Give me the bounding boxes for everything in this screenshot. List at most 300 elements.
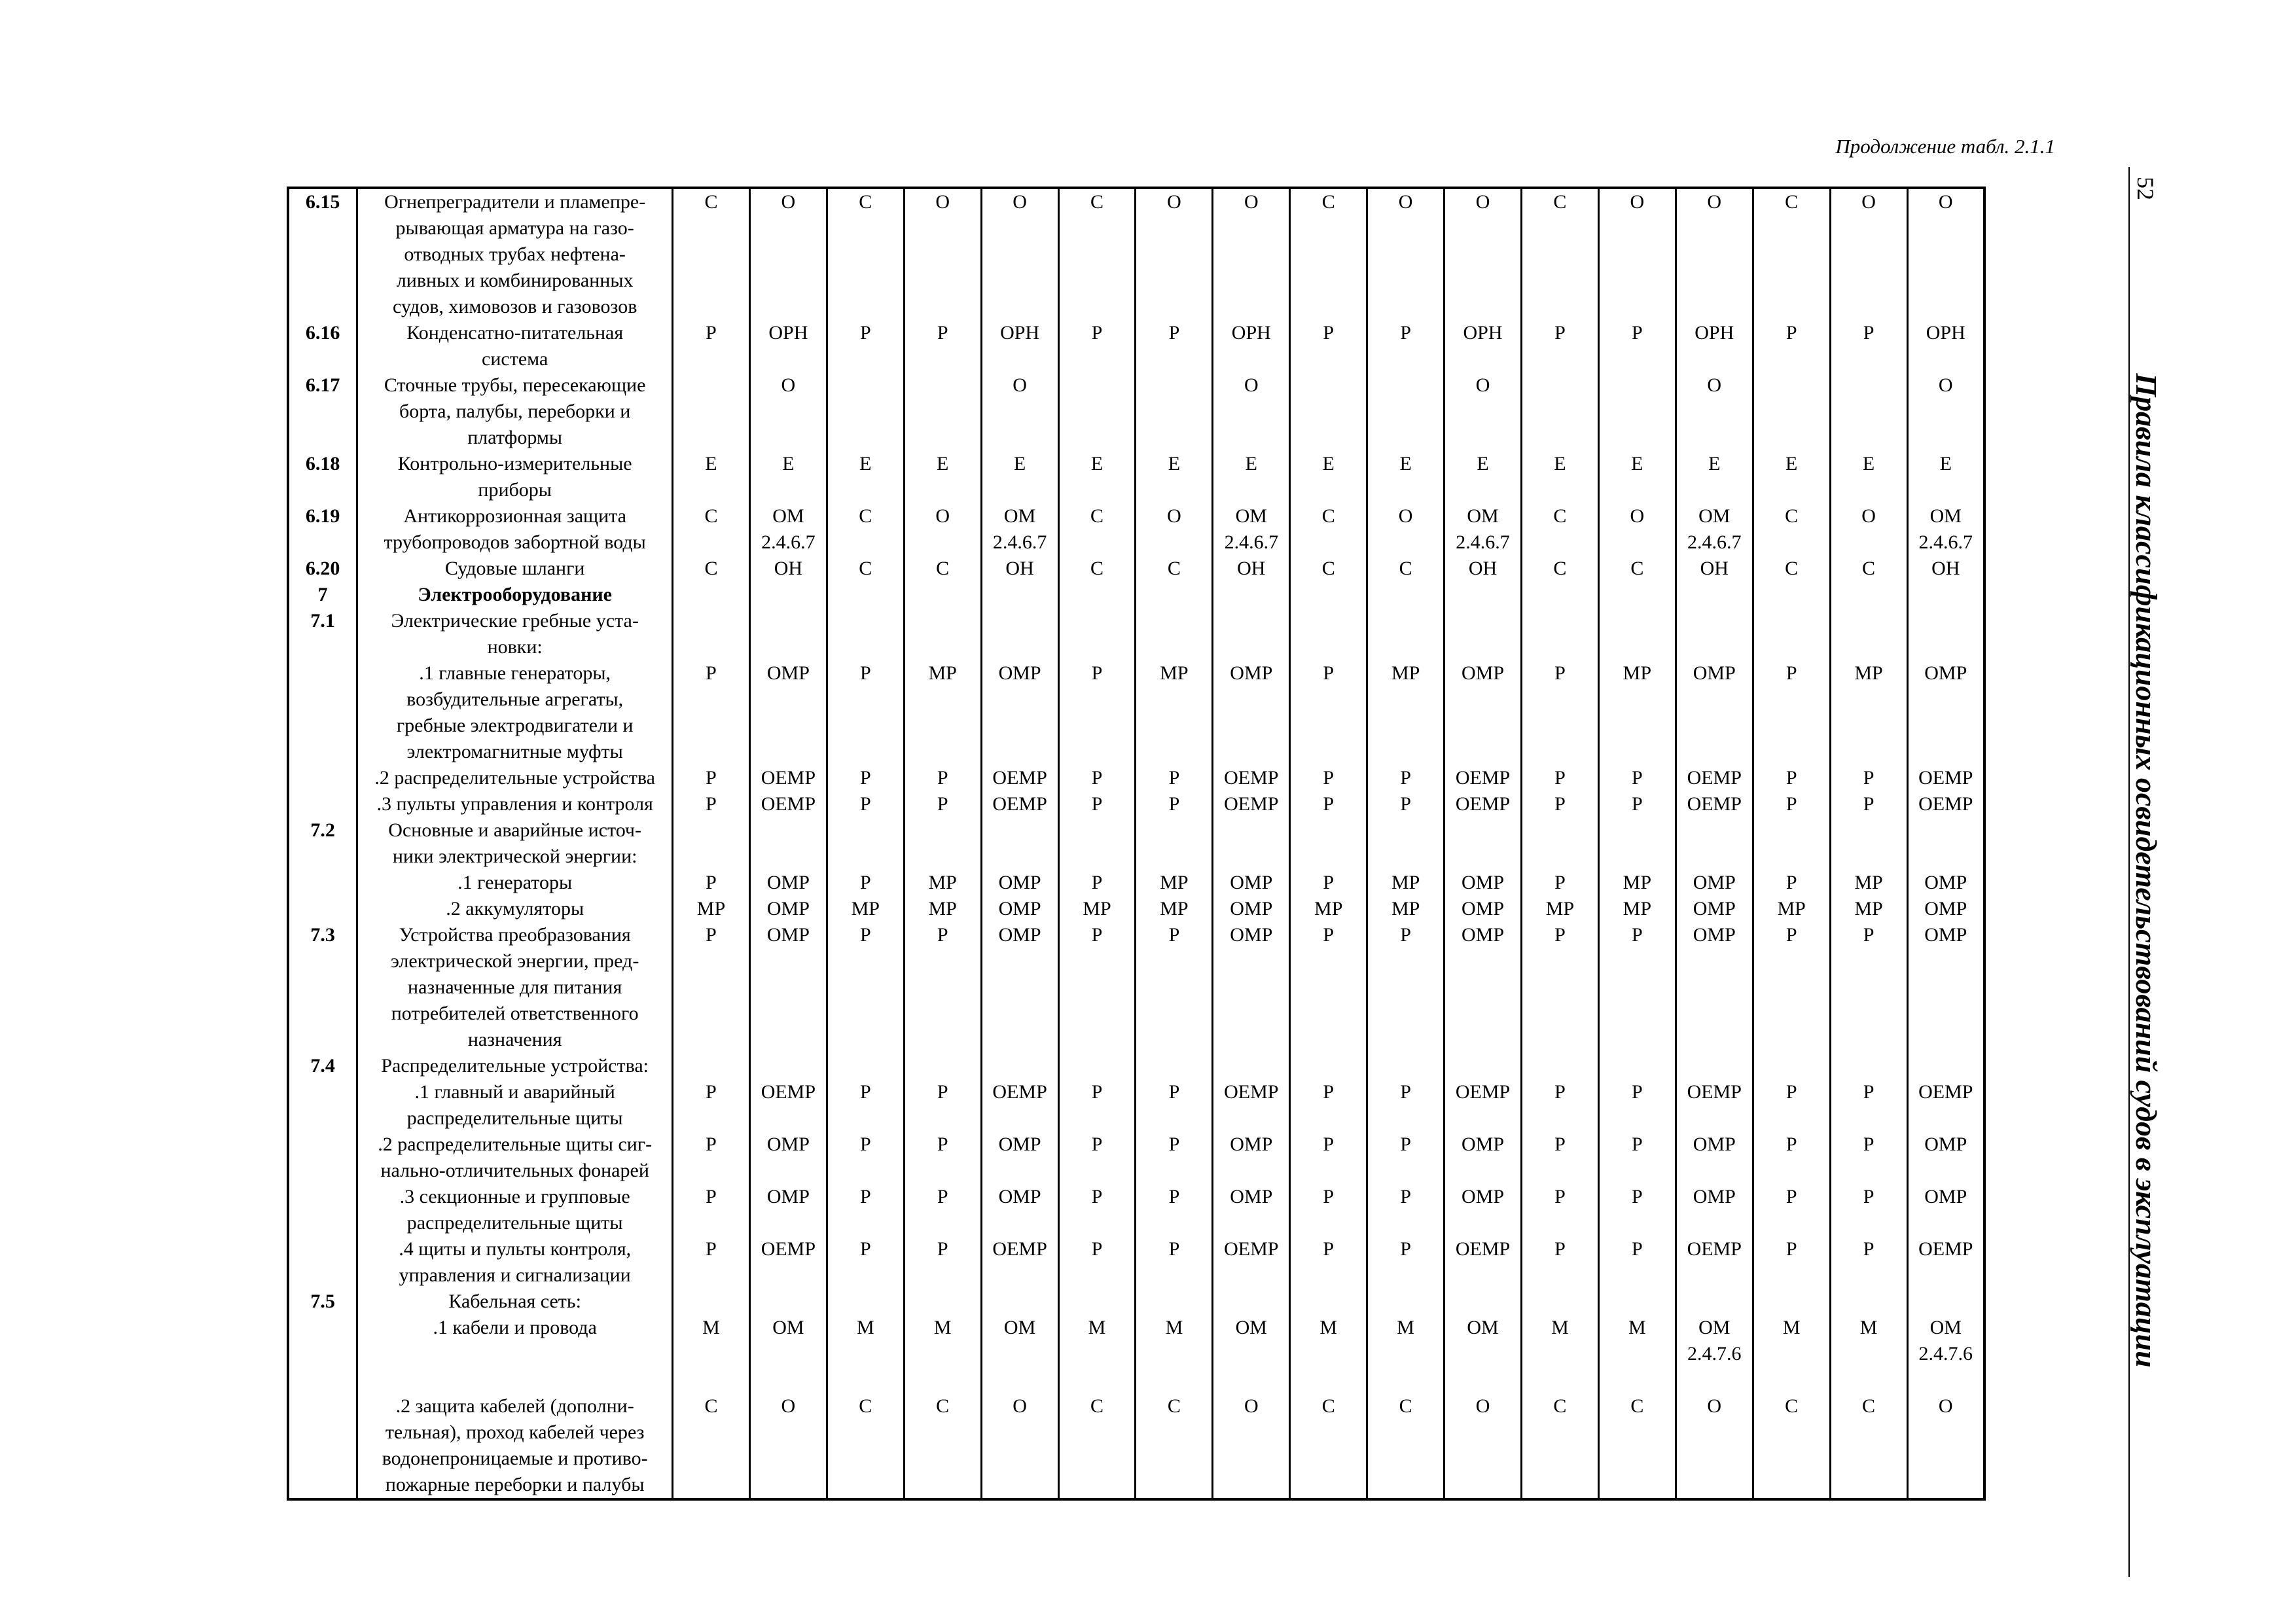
row-description bbox=[357, 1132, 673, 1184]
value-cell: МР bbox=[827, 896, 904, 922]
value-cell: Р bbox=[1830, 1079, 1907, 1132]
value-cell bbox=[1213, 817, 1290, 870]
value-cell: Р bbox=[1290, 922, 1367, 1053]
description-line: система bbox=[482, 348, 548, 370]
value-cell: Е bbox=[827, 451, 904, 503]
table-row bbox=[288, 1053, 1984, 1079]
value-cell bbox=[1290, 1053, 1367, 1079]
value-cell: Р bbox=[1058, 1236, 1136, 1289]
value-cell: Р bbox=[1367, 791, 1444, 817]
value-cell: Е bbox=[1676, 451, 1753, 503]
value-cell: Р bbox=[1058, 791, 1136, 817]
value-cell: Е bbox=[1290, 451, 1367, 503]
value-cell: Р bbox=[1058, 320, 1136, 372]
value-cell: Р bbox=[827, 1236, 904, 1289]
value-cell bbox=[1598, 1053, 1676, 1079]
value-cell: М bbox=[673, 1315, 750, 1367]
value-cell bbox=[1830, 582, 1907, 608]
value-cell: МР bbox=[1058, 896, 1136, 922]
value-cell: ОМР bbox=[749, 922, 827, 1053]
value-cell: МР bbox=[904, 870, 981, 896]
value-cell: ОЕМР bbox=[1213, 765, 1290, 791]
value-cell bbox=[1058, 372, 1136, 451]
value-cell: М bbox=[1136, 1315, 1213, 1367]
value-cell: С bbox=[1058, 188, 1136, 320]
description-line: .1 кабели и провода bbox=[433, 1317, 597, 1338]
value-cell: М bbox=[1521, 1315, 1598, 1367]
value-cell bbox=[1058, 1289, 1136, 1315]
value-cell bbox=[673, 608, 750, 660]
value-cell: МР bbox=[1830, 660, 1907, 765]
value-cell bbox=[904, 1289, 981, 1315]
value-cell: ОМР bbox=[749, 1132, 827, 1184]
value-cell: ОМР bbox=[1444, 922, 1522, 1053]
value-cell: Р bbox=[1136, 1184, 1213, 1236]
value-cell: О bbox=[981, 1393, 1058, 1499]
value-cell: Р bbox=[1367, 1184, 1444, 1236]
row-number: 7.5 bbox=[288, 1289, 357, 1315]
table-row bbox=[288, 188, 1984, 320]
row-number bbox=[288, 1393, 357, 1499]
value-cell bbox=[1598, 608, 1676, 660]
value-cell: ОН bbox=[1676, 556, 1753, 582]
row-description bbox=[357, 503, 673, 556]
value-cell: М bbox=[1598, 1315, 1676, 1367]
row-description bbox=[357, 791, 673, 817]
description-line: .4 щиты и пульты контроля, bbox=[399, 1238, 632, 1260]
value-cell: Р bbox=[1521, 660, 1598, 765]
value-cell bbox=[749, 817, 827, 870]
value-cell bbox=[827, 1053, 904, 1079]
value-cell: Р bbox=[1136, 1236, 1213, 1289]
value-cell bbox=[1136, 582, 1213, 608]
value-cell: О bbox=[1136, 503, 1213, 556]
table-row bbox=[288, 765, 1984, 791]
value-cell: ОМ 2.4.6.7 bbox=[1907, 503, 1984, 556]
value-cell: ОРН bbox=[1907, 320, 1984, 372]
description-line: тельная), проход кабелей через bbox=[385, 1421, 645, 1443]
value-cell bbox=[1753, 582, 1830, 608]
description-line: распределительные щиты bbox=[406, 1107, 623, 1129]
row-description bbox=[357, 660, 673, 765]
value-cell: Е bbox=[673, 451, 750, 503]
value-cell: Р bbox=[904, 1184, 981, 1236]
row-description bbox=[357, 1053, 673, 1079]
row-number bbox=[288, 1132, 357, 1184]
value-cell: О bbox=[1676, 1393, 1753, 1499]
table-row bbox=[288, 503, 1984, 556]
value-cell: ОЕМР bbox=[749, 791, 827, 817]
page-number: 52 bbox=[2132, 177, 2159, 200]
value-cell: М bbox=[1367, 1315, 1444, 1367]
value-cell bbox=[673, 1367, 750, 1393]
value-cell: Р bbox=[1521, 870, 1598, 896]
row-description bbox=[357, 1184, 673, 1236]
value-cell: Р bbox=[1598, 1132, 1676, 1184]
value-cell bbox=[1444, 1367, 1522, 1393]
value-cell: ОМ 2.4.7.6 bbox=[1676, 1315, 1753, 1367]
value-cell: ОРН bbox=[749, 320, 827, 372]
row-description bbox=[357, 556, 673, 582]
value-cell bbox=[1444, 817, 1522, 870]
value-cell: ОМР bbox=[1213, 870, 1290, 896]
row-description bbox=[357, 608, 673, 660]
value-cell: С bbox=[1521, 1393, 1598, 1499]
value-cell bbox=[1136, 372, 1213, 451]
value-cell bbox=[1444, 608, 1522, 660]
value-cell: ОМР bbox=[749, 1184, 827, 1236]
value-cell: О bbox=[1213, 372, 1290, 451]
value-cell: Р bbox=[673, 1132, 750, 1184]
description-line: Электрооборудование bbox=[418, 584, 613, 605]
value-cell: Р bbox=[904, 1236, 981, 1289]
table-row bbox=[288, 922, 1984, 1053]
value-cell bbox=[1058, 817, 1136, 870]
table-row bbox=[288, 608, 1984, 660]
value-cell: Р bbox=[1598, 791, 1676, 817]
value-cell bbox=[1367, 372, 1444, 451]
value-cell bbox=[1290, 1367, 1367, 1393]
value-cell bbox=[1676, 817, 1753, 870]
value-cell: С bbox=[1521, 188, 1598, 320]
value-cell: Р bbox=[1136, 791, 1213, 817]
description-line: ливных и комбинированных bbox=[396, 270, 634, 291]
value-cell: М bbox=[1753, 1315, 1830, 1367]
value-cell: С bbox=[1753, 1393, 1830, 1499]
table-row bbox=[288, 582, 1984, 608]
value-cell: Р bbox=[1830, 791, 1907, 817]
value-cell bbox=[749, 608, 827, 660]
value-cell: Р bbox=[1753, 320, 1830, 372]
value-cell bbox=[673, 1289, 750, 1315]
table-row bbox=[288, 817, 1984, 870]
table-row bbox=[288, 1393, 1984, 1499]
value-cell: С bbox=[1058, 556, 1136, 582]
value-cell: Р bbox=[1753, 660, 1830, 765]
row-number: 6.16 bbox=[288, 320, 357, 372]
value-cell: Р bbox=[1830, 1132, 1907, 1184]
value-cell bbox=[1753, 817, 1830, 870]
value-cell bbox=[904, 1053, 981, 1079]
value-cell: О bbox=[1830, 188, 1907, 320]
value-cell bbox=[749, 1053, 827, 1079]
value-cell: Р bbox=[1058, 922, 1136, 1053]
description-line: электрической энергии, пред- bbox=[391, 950, 639, 972]
row-description bbox=[357, 922, 673, 1053]
value-cell: ОМР bbox=[1444, 1132, 1522, 1184]
description-line: .3 секционные и групповые bbox=[399, 1186, 630, 1207]
value-cell: С bbox=[1598, 556, 1676, 582]
value-cell bbox=[981, 817, 1058, 870]
value-cell bbox=[1136, 1053, 1213, 1079]
description-line: борта, палубы, переборки и bbox=[399, 401, 631, 422]
value-cell: Р bbox=[1753, 1184, 1830, 1236]
value-cell bbox=[1290, 372, 1367, 451]
value-cell: С bbox=[1290, 1393, 1367, 1499]
value-cell: О bbox=[1213, 1393, 1290, 1499]
value-cell: С bbox=[827, 1393, 904, 1499]
value-cell: Р bbox=[1521, 1132, 1598, 1184]
value-cell: О bbox=[1444, 1393, 1522, 1499]
value-cell: ОМР bbox=[981, 1132, 1058, 1184]
value-cell: Р bbox=[673, 660, 750, 765]
value-cell: Р bbox=[1136, 1079, 1213, 1132]
value-cell: Р bbox=[827, 660, 904, 765]
value-cell: ОМР bbox=[1676, 660, 1753, 765]
value-cell: О bbox=[1907, 372, 1984, 451]
description-line: отводных трубах нефтена- bbox=[404, 243, 626, 265]
value-cell: Р bbox=[673, 870, 750, 896]
value-cell: Р bbox=[1753, 870, 1830, 896]
row-number bbox=[288, 1315, 357, 1367]
value-cell: ОМ 2.4.6.7 bbox=[1213, 503, 1290, 556]
value-cell: ОЕМР bbox=[981, 791, 1058, 817]
value-cell bbox=[1058, 1367, 1136, 1393]
value-cell bbox=[1136, 1289, 1213, 1315]
description-line: возбудительные агрегаты, bbox=[406, 688, 624, 710]
value-cell: Е bbox=[1367, 451, 1444, 503]
description-line: потребителей ответственного bbox=[391, 1003, 639, 1024]
value-cell bbox=[1753, 372, 1830, 451]
row-description bbox=[357, 1079, 673, 1132]
value-cell: Р bbox=[1830, 765, 1907, 791]
value-cell: О bbox=[1830, 503, 1907, 556]
value-cell: О bbox=[1367, 188, 1444, 320]
value-cell bbox=[1521, 1289, 1598, 1315]
table-row bbox=[288, 451, 1984, 503]
description-line: .1 главный и аварийный bbox=[414, 1081, 615, 1103]
value-cell: Р bbox=[1290, 1132, 1367, 1184]
table-row bbox=[288, 1079, 1984, 1132]
survey-table bbox=[287, 187, 1986, 1501]
value-cell: Р bbox=[1290, 320, 1367, 372]
value-cell: ОМР bbox=[981, 1184, 1058, 1236]
value-cell: Р bbox=[1598, 320, 1676, 372]
value-cell bbox=[827, 372, 904, 451]
row-number bbox=[288, 1079, 357, 1132]
value-cell: С bbox=[904, 1393, 981, 1499]
value-cell: ОМР bbox=[1676, 1184, 1753, 1236]
value-cell bbox=[1058, 1053, 1136, 1079]
value-cell: МР bbox=[673, 896, 750, 922]
value-cell: Р bbox=[673, 791, 750, 817]
value-cell: ОМР bbox=[1213, 922, 1290, 1053]
table-row bbox=[288, 1289, 1984, 1315]
value-cell: С bbox=[1058, 503, 1136, 556]
value-cell: О bbox=[1676, 372, 1753, 451]
value-cell bbox=[1830, 1367, 1907, 1393]
value-cell: М bbox=[827, 1315, 904, 1367]
row-number bbox=[288, 870, 357, 896]
value-cell: ОМР bbox=[1444, 660, 1522, 765]
value-cell bbox=[827, 1289, 904, 1315]
value-cell: ОН bbox=[1907, 556, 1984, 582]
value-cell bbox=[827, 608, 904, 660]
value-cell bbox=[1444, 1289, 1522, 1315]
value-cell: Р bbox=[827, 870, 904, 896]
value-cell: О bbox=[1907, 1393, 1984, 1499]
value-cell: С bbox=[904, 556, 981, 582]
value-cell: МР bbox=[1367, 896, 1444, 922]
value-cell: ОН bbox=[1444, 556, 1522, 582]
description-line: рывающая арматура на газо- bbox=[395, 217, 634, 239]
value-cell bbox=[1676, 582, 1753, 608]
description-line: Кабельная сеть: bbox=[448, 1291, 581, 1312]
value-cell: ОН bbox=[981, 556, 1058, 582]
value-cell: О bbox=[1907, 188, 1984, 320]
value-cell: ОЕМР bbox=[1444, 1079, 1522, 1132]
value-cell: ОМР bbox=[1444, 870, 1522, 896]
value-cell bbox=[1444, 1053, 1522, 1079]
value-cell: ОРН bbox=[1676, 320, 1753, 372]
description-line: Конденсатно-питательная bbox=[406, 322, 624, 344]
value-cell: Р bbox=[1830, 1184, 1907, 1236]
value-cell: Р bbox=[1521, 1079, 1598, 1132]
value-cell bbox=[1753, 1289, 1830, 1315]
value-cell: ОМР bbox=[1213, 660, 1290, 765]
value-cell: О bbox=[1598, 188, 1676, 320]
description-line: Основные и аварийные источ- bbox=[388, 819, 642, 841]
value-cell: Р bbox=[1290, 1079, 1367, 1132]
description-line: ники электрической энергии: bbox=[392, 846, 637, 867]
description-line: .2 распределительные устройства bbox=[374, 767, 655, 789]
value-cell: МР bbox=[1830, 896, 1907, 922]
value-cell: С bbox=[1367, 1393, 1444, 1499]
row-number bbox=[288, 1236, 357, 1289]
table-row bbox=[288, 660, 1984, 765]
value-cell: ОМР bbox=[981, 922, 1058, 1053]
value-cell: Р bbox=[1753, 791, 1830, 817]
row-number: 6.15 bbox=[288, 188, 357, 320]
value-cell: Р bbox=[827, 1079, 904, 1132]
value-cell: Р bbox=[673, 320, 750, 372]
value-cell: Р bbox=[1058, 1184, 1136, 1236]
value-cell: ОМР bbox=[981, 870, 1058, 896]
description-line: .2 аккумуляторы bbox=[446, 898, 584, 919]
value-cell bbox=[904, 372, 981, 451]
description-line: Антикоррозионная защита bbox=[403, 505, 626, 527]
value-cell: Е bbox=[1753, 451, 1830, 503]
value-cell: ОЕМР bbox=[1213, 1236, 1290, 1289]
value-cell: Р bbox=[1290, 870, 1367, 896]
description-line: гребные электродвигатели и bbox=[396, 715, 634, 736]
value-cell: ОЕМР bbox=[749, 1236, 827, 1289]
value-cell bbox=[827, 582, 904, 608]
row-number: 7.4 bbox=[288, 1053, 357, 1079]
value-cell: О bbox=[1136, 188, 1213, 320]
value-cell: С bbox=[1290, 188, 1367, 320]
row-description bbox=[357, 582, 673, 608]
value-cell: О bbox=[1676, 188, 1753, 320]
value-cell bbox=[1907, 608, 1984, 660]
value-cell bbox=[1058, 582, 1136, 608]
value-cell: МР bbox=[904, 660, 981, 765]
value-cell: ОЕМР bbox=[1213, 1079, 1290, 1132]
value-cell: О bbox=[1444, 372, 1522, 451]
value-cell bbox=[1830, 608, 1907, 660]
value-cell bbox=[1521, 1053, 1598, 1079]
value-cell: МР bbox=[1367, 660, 1444, 765]
row-description bbox=[357, 1289, 673, 1315]
value-cell: ОМ 2.4.7.6 bbox=[1907, 1315, 1984, 1367]
value-cell: Р bbox=[1367, 320, 1444, 372]
value-cell: Р bbox=[673, 765, 750, 791]
value-cell: С bbox=[1290, 503, 1367, 556]
value-cell: ОЕМР bbox=[1444, 1236, 1522, 1289]
description-line: Распределительные устройства: bbox=[381, 1055, 649, 1077]
value-cell: ОЕМР bbox=[1676, 791, 1753, 817]
value-cell: Р bbox=[827, 1184, 904, 1236]
value-cell: ОМР bbox=[1907, 1132, 1984, 1184]
value-cell: ОМР bbox=[1444, 1184, 1522, 1236]
value-cell: Е bbox=[1213, 451, 1290, 503]
value-cell: Р bbox=[1598, 922, 1676, 1053]
value-cell bbox=[1830, 1289, 1907, 1315]
description-line: распределительные щиты bbox=[406, 1212, 623, 1234]
value-cell bbox=[1367, 1053, 1444, 1079]
value-cell: МР bbox=[1290, 896, 1367, 922]
value-cell: Р bbox=[1521, 320, 1598, 372]
value-cell: ОМР bbox=[749, 870, 827, 896]
value-cell bbox=[1136, 1367, 1213, 1393]
value-cell: М bbox=[904, 1315, 981, 1367]
value-cell: С bbox=[827, 188, 904, 320]
value-cell: Е bbox=[1444, 451, 1522, 503]
table-row bbox=[288, 1315, 1984, 1367]
value-cell bbox=[981, 582, 1058, 608]
value-cell: Р bbox=[1521, 922, 1598, 1053]
value-cell: ОМР bbox=[1213, 896, 1290, 922]
value-cell: ОМР bbox=[1907, 922, 1984, 1053]
value-cell bbox=[673, 1053, 750, 1079]
value-cell: О bbox=[749, 188, 827, 320]
value-cell bbox=[1444, 582, 1522, 608]
value-cell bbox=[1521, 817, 1598, 870]
value-cell: Е bbox=[904, 451, 981, 503]
value-cell bbox=[1598, 1367, 1676, 1393]
value-cell: МР bbox=[1753, 896, 1830, 922]
row-description bbox=[357, 372, 673, 451]
value-cell bbox=[1676, 1289, 1753, 1315]
value-cell: ОМР bbox=[749, 660, 827, 765]
value-cell bbox=[981, 1289, 1058, 1315]
value-cell bbox=[1213, 1289, 1290, 1315]
value-cell: ОМ bbox=[749, 1315, 827, 1367]
value-cell: ОМР bbox=[1676, 1132, 1753, 1184]
value-cell: МР bbox=[1598, 896, 1676, 922]
value-cell bbox=[981, 608, 1058, 660]
value-cell: С bbox=[1290, 556, 1367, 582]
description-line: .2 защита кабелей (дополни- bbox=[395, 1395, 634, 1417]
row-number bbox=[288, 791, 357, 817]
value-cell bbox=[1907, 1367, 1984, 1393]
value-cell bbox=[1521, 1367, 1598, 1393]
value-cell bbox=[1907, 1053, 1984, 1079]
row-description bbox=[357, 765, 673, 791]
value-cell bbox=[749, 1367, 827, 1393]
value-cell bbox=[827, 817, 904, 870]
row-number bbox=[288, 660, 357, 765]
value-cell bbox=[673, 372, 750, 451]
table-row bbox=[288, 870, 1984, 896]
value-cell: Р bbox=[1521, 1184, 1598, 1236]
value-cell bbox=[1136, 817, 1213, 870]
value-cell: ОМ 2.4.6.7 bbox=[1444, 503, 1522, 556]
value-cell: ОМР bbox=[1676, 922, 1753, 1053]
value-cell: Р bbox=[1136, 922, 1213, 1053]
value-cell: Р bbox=[904, 791, 981, 817]
value-cell: С bbox=[1753, 556, 1830, 582]
